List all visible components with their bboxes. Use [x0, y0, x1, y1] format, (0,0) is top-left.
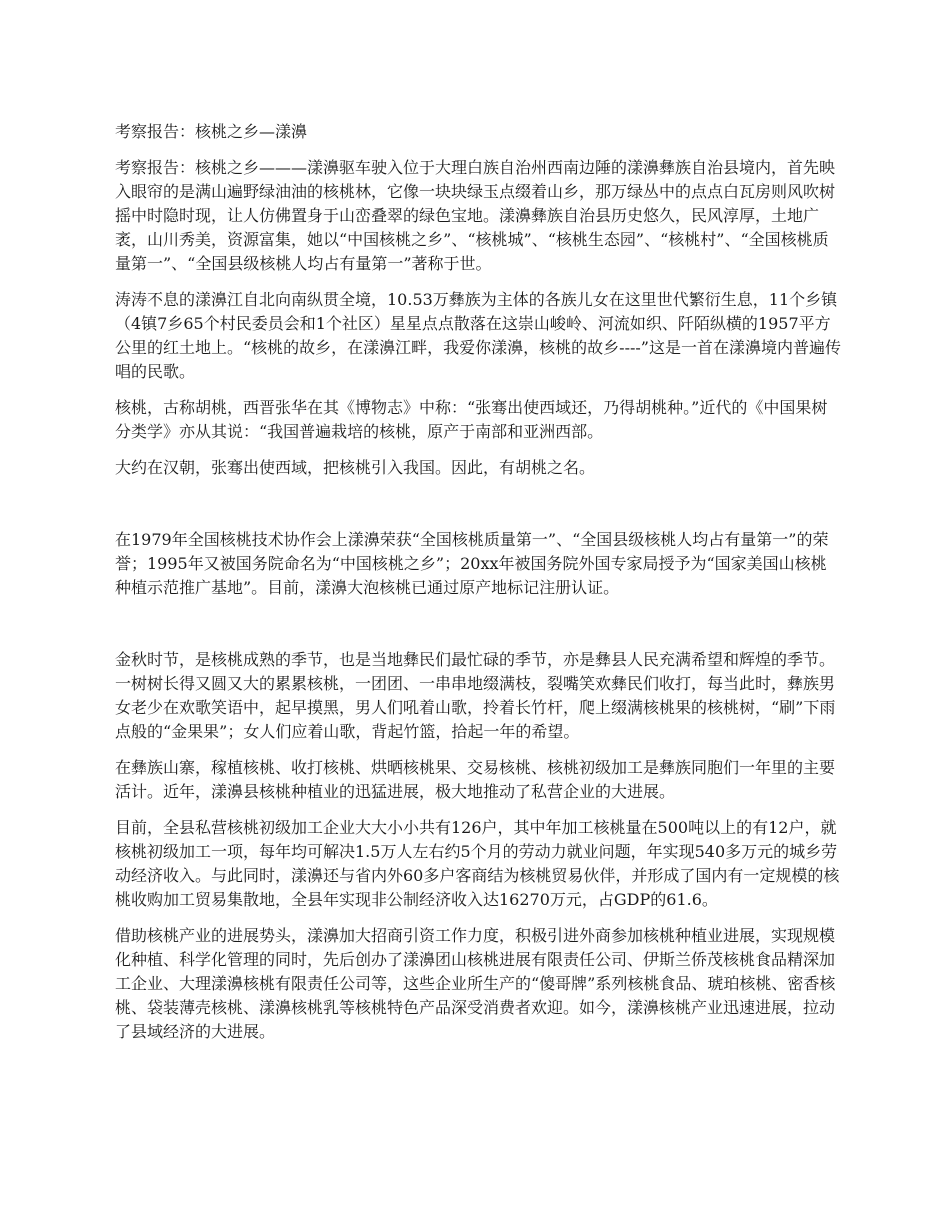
paragraph-harvest: 金秋时节，是核桃成熟的季节，也是当地彝民们最忙碌的季节，亦是彝县人民充满希望和辉煌的季节。一树树长得又圆又大的累累核桃，一团团、一串串地缀满枝，裂嘴笑欢彝民们收打，每当此时，彝族男女老少在欢歌笑语中，起早摸黑，男人们吼着山歌，拎着长竹杆，爬上缀满核桃果的核桃树，“刷”下雨点般的“金果果”；女人们应着山歌，背起竹篮，拾起一年的希望。: [115, 650, 836, 741]
document-title: 考察报告：核桃之乡—漾濞: [115, 122, 308, 141]
paragraph-han-dynasty: 大约在汉朝，张骞出使西域，把核桃引入我国。因此，有胡桃之名。: [115, 458, 596, 477]
blank-spacer: [115, 612, 841, 648]
blank-spacer: [115, 492, 841, 528]
paragraph-honors: 在1979年全国核桃技术协作会上漾濞荣获“全国核桃质量第一”、“全国县级核桃人均占有量第一”的荣誉；1995年又被国务院命名为“中国核桃之乡”；20xx年被国务院外国专家局授予为“国家美国山核桃种植示范推广基地”。目前，漾濞大泡核桃已通过原产地标记注册认证。: [115, 530, 829, 597]
paragraph-river: 涛涛不息的漾濞江自北向南纵贯全境，10.53万彝族为主体的各族儿女在这里世代繁衍生息，11个乡镇（4镇7乡65个村民委员会和1个社区）星星点点散落在这崇山峻岭、河流如织、阡陌纵横的1957平方公里的红土地上。“核桃的故乡，在漾濞江畔，我爱你漾濞，核桃的故乡----”这是一首在漾濞境内普遍传唱的民歌。: [115, 290, 841, 381]
document-page: [115, 120, 841, 1056]
paragraph-intro: 考察报告：核桃之乡———漾濞驱车驶入位于大理白族自治州西南边陲的漾濞彝族自治县境内，首先映入眼帘的是满山遍野绿油油的核桃林，它像一块块绿玉点缀着山乡，那万绿丛中的点点白瓦房则风吹树摇中时隐时现，让人仿佛置身于山峦叠翠的绿色宝地。漾濞彝族自治县历史悠久，民风淳厚，土地广袤，山川秀美，资源富集，她以“中国核桃之乡”、“核桃城”、“核桃生态园”、“核桃村”、“全国核桃质量第一”、“全国县级核桃人均占有量第一”著称于世。: [115, 158, 836, 273]
paragraph-investment: 借助核桃产业的进展势头，漾濞加大招商引资工作力度，积极引进外商参加核桃种植业进展，实现规模化种植、科学化管理的同时，先后创办了漾濞团山核桃进展有限责任公司、伊斯兰侨茂核桃食品精深加工企业、大理漾濞核桃有限责任公司等，这些企业所生产的“傻哥牌”系列核桃食品、琥珀核桃、密香核桃、袋装薄壳核桃、漾濞核桃乳等核桃特色产品深受消费者欢迎。如今，漾濞核桃产业迅速进展，拉动了县域经济的大进展。: [115, 926, 836, 1041]
paragraph-enterprises: 目前，全县私营核桃初级加工企业大大小小共有126户，其中年加工核桃量在500吨以上的有12户，就核桃初级加工一项，每年均可解决1.5万人左右约5个月的劳动力就业问题，年实现540多万元的城乡劳动经济收入。与此同时，漾濞还与省内外60多户客商结为核桃贸易伙伴，并形成了国内有一定规模的核桃收购加工贸易集散地，全县年实现非公制经济收入达16270万元，占GDP的61.6。: [115, 818, 840, 909]
paragraph-village-work: 在彝族山寨，稼植核桃、收打核桃、烘晒核桃果、交易核桃、核桃初级加工是彝族同胞们一年里的主要活计。近年，漾濞县核桃种植业的迅猛进展，极大地推动了私营企业的大进展。: [115, 758, 836, 801]
paragraph-history: 核桃，古称胡桃，西晋张华在其《博物志》中称：“张骞出使西域还，乃得胡桃种。”近代的《中国果树分类学》亦从其说：“我国普遍栽培的核桃，原产于南部和亚洲西部。: [115, 398, 828, 441]
